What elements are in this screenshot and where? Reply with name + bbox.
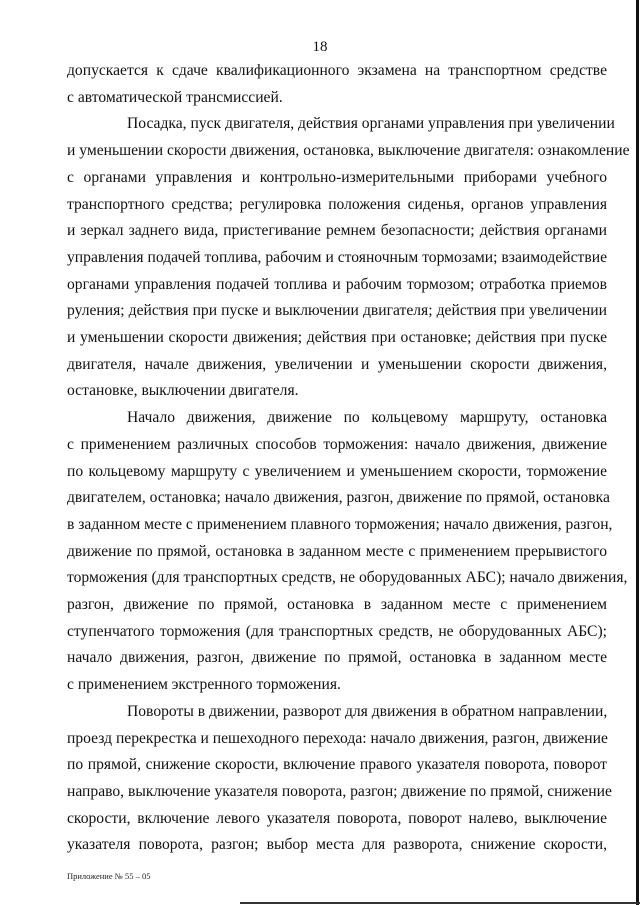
page-footer: Приложение № 55 – 05 (67, 871, 151, 881)
text-line: с органами управления и контрольно-измерительными приборами учебного (67, 168, 607, 186)
text-line: и уменьшении скорости движения, остановка, выключение двигателя: ознакомление (67, 142, 630, 160)
text-line: скорости, включение левого указателя поворота, поворот налево, выключение (67, 809, 607, 827)
text-line: двигателем, остановка; начало движения, разгон, движение по прямой, остановка (67, 489, 610, 507)
paragraph (67, 111, 630, 405)
text-line: с применением различных способов торможения: начало движения, движение (67, 435, 607, 453)
page-number: 18 (312, 39, 328, 55)
text-line: направо, выключение указателя поворота, разгон; движение по прямой, снижение (67, 782, 612, 800)
text-line: с применением экстренного торможения. (67, 676, 341, 694)
text-line: органами управления подачей топлива и рабочим тормозом; отработка приемов (67, 275, 607, 293)
text-line: проезд перекрестка и пешеходного перехода: начало движения, разгон, движение (67, 729, 608, 747)
text-line: по прямой, снижение скорости, включение правого указателя поворота, поворот (67, 756, 607, 774)
scan-edge-right (636, 0, 639, 905)
text-line: торможения (для транспортных средств, не оборудованных АБС); начало движения, (67, 569, 628, 587)
text-line: и уменьшении скорости движения; действия при остановке; действия при пуске (67, 329, 607, 347)
text-line: остановке, выключении двигателя. (67, 382, 299, 400)
text-line: начало движения, разгон, движение по прямой, остановка в заданном месте (67, 649, 607, 667)
text-line: и зеркал заднего вида, пристегивание ремнем безопасности; действия органами (67, 222, 607, 240)
paragraph (67, 699, 612, 859)
text-line: движение по прямой, остановка в заданном месте с применением прерывистого (67, 542, 607, 560)
text-line: с автоматической трансмиссией. (67, 88, 283, 106)
paragraph (67, 405, 628, 699)
text-line: указателя поворота, разгон; выбор места для разворота, снижение скорости, (67, 836, 607, 854)
text-line: управления подачей топлива, рабочим и стояночным тормозами; взаимодействие (67, 248, 607, 266)
text-line: ступенчатого торможения (для транспортных средств, не оборудованных АБС); (67, 622, 607, 640)
text-line: транспортного средства; регулировка положения сиденья, органов управления (67, 195, 607, 213)
text-line: Повороты в движении, разворот для движения в обратном направлении, (127, 702, 608, 720)
paragraph (67, 58, 607, 111)
text-line: двигателя, начале движения, увеличении и уменьшении скорости движения, (67, 355, 607, 373)
text-line: Начало движения, движение по кольцевому маршруту, остановка (127, 409, 607, 427)
text-line: руления; действия при пуске и выключении двигателя; действия при увеличении (67, 302, 607, 320)
text-line: в заданном месте с применением плавного торможения; начало движения, разгон, (67, 515, 613, 533)
text-line: разгон, движение по прямой, остановка в заданном месте с применением (67, 596, 607, 614)
text-line: по кольцевому маршруту с увеличением и уменьшением скорости, торможение (67, 462, 607, 480)
text-line: допускается к сдаче квалификационного экзамена на транспортном средстве (67, 62, 607, 79)
text-line: Посадка, пуск двигателя, действия органами управления при увеличении (127, 115, 615, 133)
document-body (67, 58, 630, 859)
scan-edge-bottom (240, 902, 640, 904)
